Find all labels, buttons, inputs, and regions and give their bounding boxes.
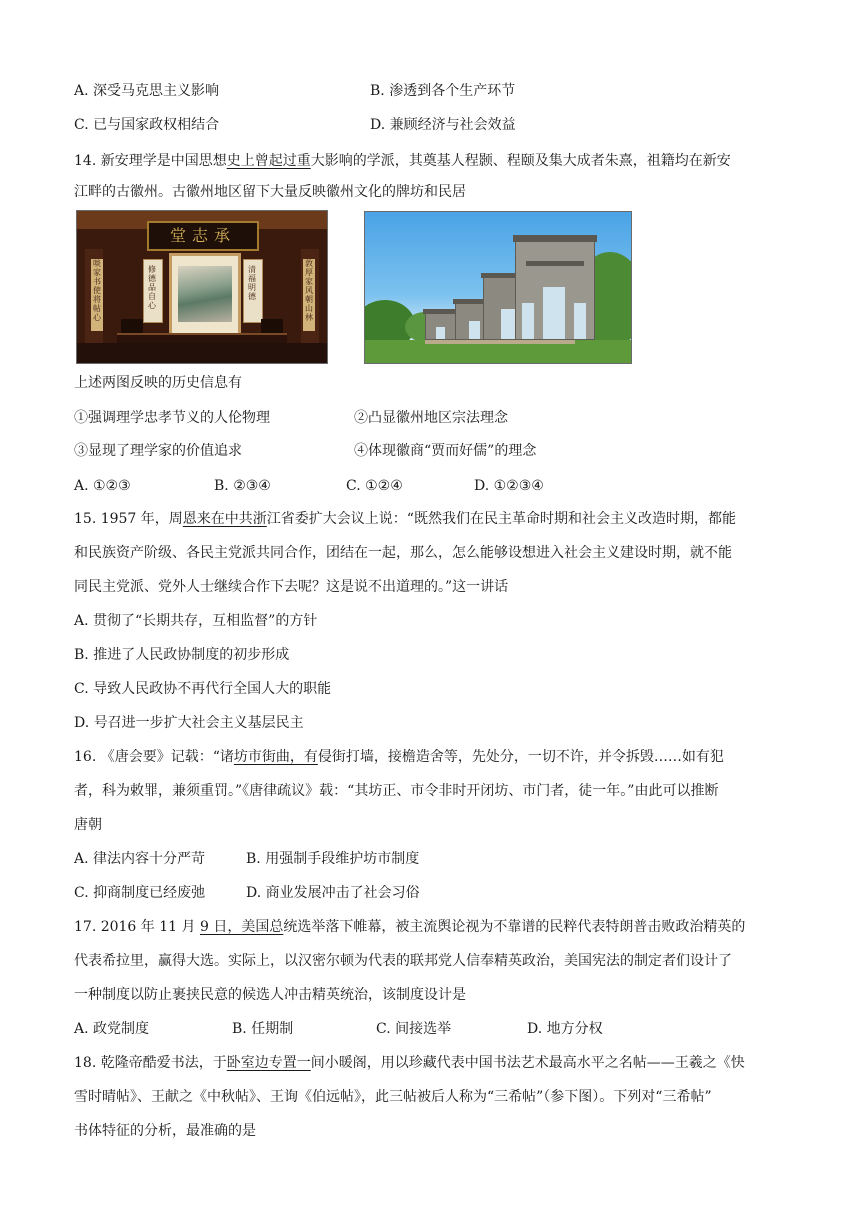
- q18-stem-text: 间小暖阁，用以珍藏代表中国书法艺术最高水平之名帖——王羲之《快: [310, 1055, 745, 1071]
- q15-stem-underlined: 恩来在中共浙: [182, 511, 267, 527]
- q15-option-b: B. 推进了人民政协制度的初步形成: [74, 647, 290, 663]
- q13-option-b: B. 渗透到各个生产环节: [370, 83, 516, 99]
- q16-stem-line-3: 唐朝: [74, 817, 102, 833]
- q17-stem-line-2: 代表希拉里，赢得大选。实际上，以汉密尔顿为代表的联邦党人信奉精英政治，美国宪法的制定者们设计了: [74, 953, 732, 969]
- q14-statement-1: ①强调理学忠孝节义的人伦物理: [74, 410, 270, 426]
- q14-option-c: C. ①②④: [346, 478, 403, 494]
- q17-option-a: A. 政党制度: [74, 1021, 150, 1037]
- q16-stem-underlined: 坊市街曲，有: [233, 749, 318, 765]
- q14-stem-line-2: 江畔的古徽州。古徽州地区留下大量反映徽州文化的牌坊和民居: [74, 184, 466, 200]
- q17-stem-underlined: 9 日，美国总: [199, 919, 284, 935]
- q15-option-c: C. 导致人民政协不再代行全国人大的职能: [74, 681, 332, 697]
- couplet-right-outer: 敦厚家风朝山林: [303, 259, 315, 331]
- q18-stem-line-3: 书体特征的分析，最准确的是: [74, 1123, 256, 1139]
- q14-stem-text: 大影响的学派，其奠基人程颢、程颐及集大成者朱熹，祖籍均在新安: [310, 153, 731, 169]
- q16-stem-text: 16. 《唐会要》记载：“诸: [74, 749, 234, 765]
- q14-option-b: B. ②③④: [214, 478, 271, 494]
- q18-stem-underlined: 卧室边专置一: [226, 1055, 311, 1071]
- q17-option-d: D. 地方分权: [527, 1021, 603, 1037]
- q16-option-d: D. 商业发展冲击了社会习俗: [246, 885, 420, 901]
- couplet-left-inner: 修德品自心: [148, 265, 156, 310]
- q16-option-c: C. 抑商制度已经废弛: [74, 885, 206, 901]
- q15-stem-line-2: 和民族资产阶级、各民主党派共同合作，团结在一起，那么，怎么能够设想进入社会主义建设时期，就不能: [74, 545, 732, 561]
- q14-stem-line-1: [74, 151, 731, 171]
- couplet-left-outer: 啖家书使将帖心: [91, 259, 103, 331]
- q18-stem-text: 18. 乾隆帝酷爱书法，于: [74, 1055, 227, 1071]
- q18-stem-line-2: 雪时晴帖》、王献之《中秋帖》、王询《伯远帖》，此三帖被后人称为“三希帖”（参下图）。下列对“三希帖”: [74, 1089, 712, 1105]
- archway-far: [425, 312, 457, 340]
- q14-question: 上述两图反映的历史信息有: [74, 375, 242, 391]
- q16-stem-text: 侵街打墙，接檐造舍等，先处分，一切不许，并令拆毁……如有犯: [317, 749, 724, 765]
- landscape-painting: [169, 253, 241, 339]
- q14-option-d: D. ①②③④: [474, 478, 544, 494]
- q17-stem-text: 统选举落下帷幕，被主流舆论视为不靠谱的民粹代表特朗普击败政治精英的: [283, 919, 746, 935]
- q18-stem-line-1: [74, 1053, 745, 1073]
- q16-stem-line-2: 者，科为敕罪，兼须重罚。”《唐律疏议》载：“其坊正、市令非时开闭坊、市门者，徒一年。”由此可以推断: [74, 783, 719, 799]
- q14-stem-underlined: 史上曾起过重: [226, 153, 311, 169]
- q14-statement-2: ②凸显徽州地区宗法理念: [354, 410, 508, 426]
- q16-stem-line-1: [74, 747, 724, 767]
- archway-front: [515, 238, 595, 340]
- q15-stem-line-1: [74, 509, 736, 529]
- q13-option-d: D. 兼顾经济与社会效益: [370, 117, 516, 133]
- q13-option-c: C. 已与国家政权相结合: [74, 117, 220, 133]
- q17-option-b: B. 任期制: [232, 1021, 294, 1037]
- ancestral-hall-photo: [76, 210, 328, 364]
- q15-option-a: A. 贯彻了“长期共存，互相监督”的方针: [74, 613, 318, 629]
- q14-statement-4: ④体现徽商“贾而好儒”的理念: [354, 443, 537, 459]
- q15-option-d: D. 号召进一步扩大社会主义基层民主: [74, 715, 304, 731]
- q15-stem-text: 江省委扩大会议上说：“既然我们在民主革命时期和社会主义改造时期，都能: [266, 511, 736, 527]
- hall-floor: [77, 343, 327, 363]
- q14-stem-text: 14. 新安理学是中国思想: [74, 153, 227, 169]
- q14-option-a: A. ①②③: [74, 478, 131, 494]
- q16-option-b: B. 用强制手段维护坊市制度: [246, 851, 420, 867]
- q17-stem-line-1: [74, 917, 745, 937]
- q17-stem-line-3: 一种制度以防止裹挟民意的候选人冲击精英统治，该制度设计是: [74, 987, 466, 1003]
- q16-option-a: A. 律法内容十分严苛: [74, 851, 206, 867]
- couplet-right-inner: 清福明德: [248, 265, 256, 301]
- q15-stem-line-3: 同民主党派、党外人士继续合作下去呢？这是说不出道理的。”这一讲话: [74, 579, 509, 595]
- q15-stem-text: 15. 1957 年，周: [74, 511, 183, 527]
- memorial-archways-photo: [364, 211, 632, 364]
- q17-option-c: C. 间接选举: [376, 1021, 452, 1037]
- q17-stem-text: 17. 2016 年 11 月: [74, 919, 200, 935]
- q14-statement-3: ③显现了理学家的价值追求: [74, 443, 242, 459]
- q13-option-a: A. 深受马克思主义影响: [74, 83, 220, 99]
- hall-name-plaque: 堂志承: [147, 221, 259, 251]
